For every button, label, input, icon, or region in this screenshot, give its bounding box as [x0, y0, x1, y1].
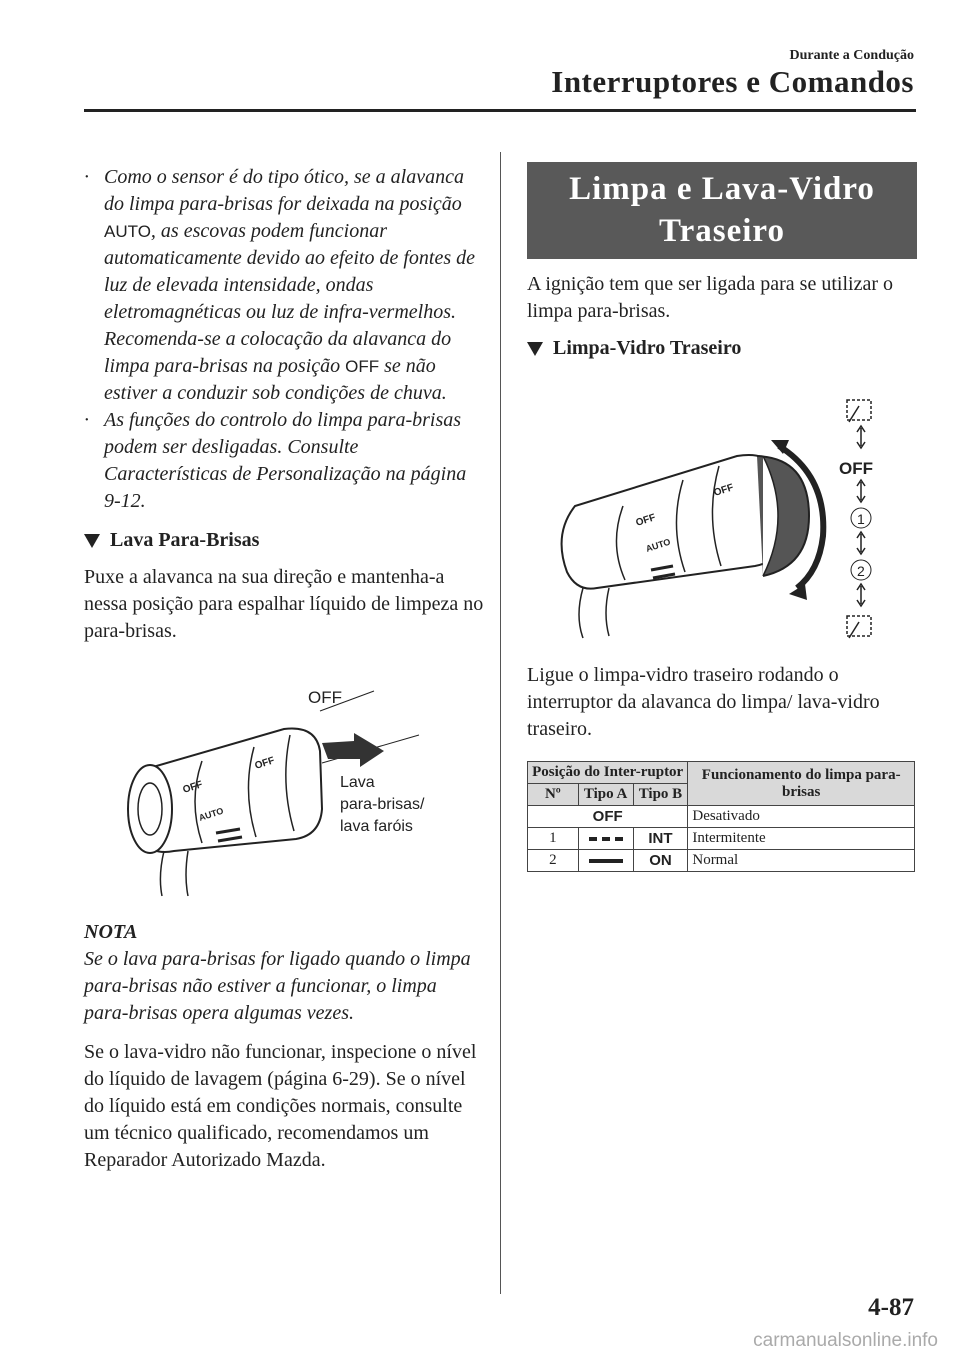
bullet-sensor — [84, 164, 484, 407]
figure1-washer-label: lava faróis — [340, 818, 413, 835]
cell-type-a — [578, 850, 633, 872]
table-head-no: Nº — [528, 784, 579, 806]
table-row — [528, 850, 915, 872]
table-head-type-b: Tipo B — [633, 784, 688, 806]
table-head-switch: Posição do Inter-ruptor — [528, 762, 688, 784]
rear-wiper-lever-body — [562, 455, 781, 589]
dashed-line-icon — [589, 837, 623, 841]
table-head-function: Funcionamento do limpa para-brisas — [688, 762, 915, 806]
double-arrow-icon — [857, 584, 865, 606]
rear-wiper-text: Ligue o limpa-vidro traseiro rodando o interruptor da alavanca do limpa/ lava-vidro traseiro. — [527, 664, 880, 740]
table-row — [528, 806, 915, 828]
triangle-down-icon — [84, 534, 100, 548]
lever-mark-off: OFF — [253, 755, 276, 772]
off-symbol: OFF — [345, 357, 380, 376]
lever-end-cap — [128, 765, 172, 853]
cell-function: Desativado — [688, 806, 915, 828]
section-title: Durante a Condução — [789, 48, 914, 63]
cell-function: Intermitente — [688, 828, 915, 850]
left-column — [84, 150, 484, 1174]
bullet-sensor-text-1: Como o sensor é do tipo ótico, se a alavanca do limpa para-brisas for deixada na posição — [104, 166, 464, 215]
cell-no: 1 — [528, 828, 579, 850]
steering-column-line — [160, 851, 164, 896]
figure1-off-label: OFF — [308, 688, 342, 707]
right-column — [527, 150, 917, 872]
auto-symbol: AUTO — [104, 222, 151, 241]
solid-line-icon — [589, 859, 623, 863]
table-row — [528, 828, 915, 850]
rear-wiper-figure — [527, 366, 917, 656]
cell-type-b: ON — [633, 850, 688, 872]
lever-mark-off: OFF — [634, 512, 657, 529]
bullet-customization — [84, 407, 484, 515]
table-head-type-a: Tipo A — [578, 784, 633, 806]
lever-mark-off: OFF — [181, 779, 204, 796]
double-arrow-icon — [857, 480, 865, 502]
bullet-sensor-text-2: , as escovas podem funcionar automaticamente devido ao efeito de fontes de luz de elevada intensidade, ondas eletromagnéticas ou luz de infra-vermelhos. Recomenda-se a colocação da alavanca do limpa para-brisas na posição — [104, 220, 476, 377]
banner-line: Limpa e Lava-Vidro — [569, 171, 875, 207]
triangle-down-icon — [527, 342, 543, 356]
washer-lever-figure — [84, 651, 484, 901]
bullet-dot: · — [84, 166, 89, 188]
double-arrow-icon — [857, 426, 865, 448]
rear-wash-icon — [847, 400, 871, 422]
rear-wiper-table — [527, 761, 915, 872]
header-rule — [84, 109, 916, 112]
steering-column-line — [186, 851, 188, 896]
washer-heading: Lava Para-Brisas — [84, 529, 484, 552]
rear-wiper-icon — [847, 616, 871, 638]
figure1-washer-label: para-brisas/ — [340, 796, 425, 813]
banner-line: Traseiro — [659, 213, 785, 249]
cell-no: 2 — [528, 850, 579, 872]
bullet-customization-text: As funções do controlo do limpa para-brisas podem ser desligadas. Consulte Características de Personalização na página 9-12. — [104, 409, 467, 512]
bullet-dot: · — [84, 409, 89, 431]
steering-column-line — [606, 588, 609, 636]
figure1-washer-label: Lava — [340, 774, 375, 791]
rear-wiper-heading: Limpa-Vidro Traseiro — [527, 337, 917, 360]
lever-mark-auto: AUTO — [644, 536, 672, 554]
position-2: 2 — [857, 563, 865, 579]
lever-mark-auto: AUTO — [197, 805, 225, 823]
bullet-sensor-text-3: se não estiver a conduzir sob condições de chuva. — [104, 355, 447, 404]
note-title: NOTA — [84, 921, 138, 943]
position-1: 1 — [857, 511, 865, 527]
lever-mark-off: OFF — [712, 482, 735, 499]
washer-text: Puxe a alavanca na sua direção e mantenha-a nessa posição para espalhar líquido de limpeza no para-brisas. — [84, 566, 484, 642]
troubleshoot-text: Se o lava-vidro não funcionar, inspecione o nível do líquido de lavagem (página 6-29). Se o nível do líquido está em condições normais, consulte um técnico qualificado, recomendamos um Reparador Autorizado Mazda. — [84, 1041, 477, 1171]
ignition-text: A ignição tem que ser ligada para se utilizar o limpa para-brisas. — [527, 273, 893, 322]
position-off: OFF — [839, 459, 873, 478]
cell-off: OFF — [528, 806, 688, 828]
cell-type-a — [578, 828, 633, 850]
watermark: carmanualsonline.info — [753, 1330, 938, 1351]
cell-function: Normal — [688, 850, 915, 872]
pull-arrow-icon — [322, 733, 384, 767]
page-number: 4-87 — [868, 1294, 914, 1321]
column-divider — [500, 152, 501, 1294]
cell-type-b: INT — [633, 828, 688, 850]
double-arrow-icon — [857, 532, 865, 554]
steering-column-line — [579, 588, 583, 638]
section-banner — [527, 162, 917, 259]
chapter-title: Interruptores e Comandos — [551, 64, 914, 99]
note-text: Se o lava para-brisas for ligado quando o limpa para-brisas não estiver a funcionar, o limpa para-brisas opera algumas vezes. — [84, 948, 471, 1024]
